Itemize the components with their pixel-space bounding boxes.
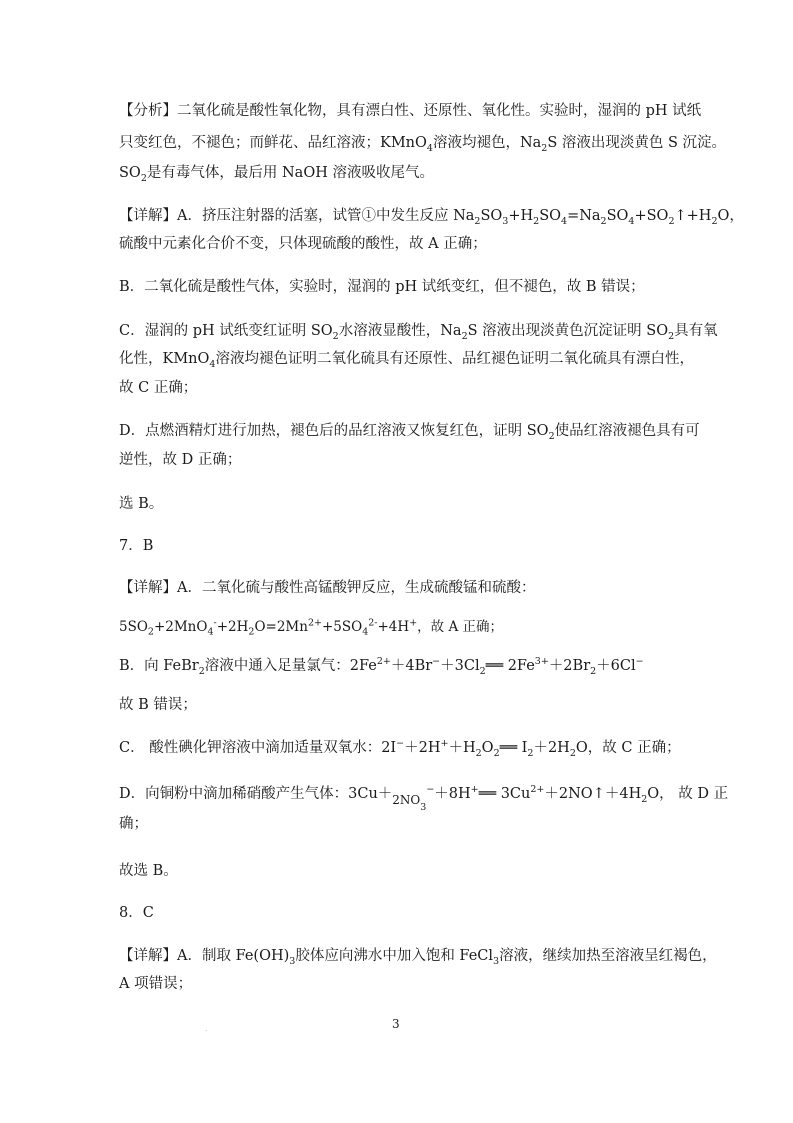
detail-a-line-2: 硫酸中元素化合价不变，只体现硫酸的酸性，故 A 正确； (119, 236, 487, 252)
detail-b-line: B．二氧化硫是酸性气体，实验时，湿润的 pH 试纸变红，但不褪色，故 B 错误； (119, 279, 645, 295)
answer-line-7: 故选 B。 (119, 863, 178, 879)
detail-c-line-1: C．湿润的 pH 试纸变红证明 $SO_2$水溶液显酸性，$Na_2S$ 溶液出现淡黄色沉淀证明 $SO_2$具有氧 (119, 323, 718, 342)
detail-c-line-2: 化性，KMnO$_4$溶液均褪色证明二氧化硫具有还原性、品红褪色证明二氧化硫具有漂白性， (119, 351, 694, 370)
q7-equation-a: $5SO_2+2MnO_4^-+2H_2O=2Mn^{2+}+5SO_4^{2-}+4H^+$，故 A 正确； (119, 617, 503, 638)
q7-detail-a-line: 【详解】A．二氧化硫与酸性高锰酸钾反应，生成硫酸锰和硫酸： (119, 580, 536, 596)
q7-detail-d-line-1: D．向铜粉中滴加稀硝酸产生气体：$3Cu+_{2NO3}^-+8H^+══$ $3Cu^{2+}+2NO↑+4H_2O$， 故 D 正 (119, 784, 729, 813)
page-number: 3 (392, 1017, 400, 1031)
q8-detail-a-line-1: 【详解】A．制取 $Fe(OH)_3$胶体应向沸水中加入饱和 FeCl$_3$溶液，继续加热至溶液呈红褐色， (119, 948, 717, 967)
question-7-heading: 7．B (119, 538, 154, 554)
q7-detail-b-line: B．向 FeBr$_2$溶液中通入足量氯气：$2Fe^{2+}+4Br^-+3Cl_2══$ $2Fe^{3+}+2Br_2+6Cl^-$ (119, 656, 644, 677)
footer-mark: . (205, 1024, 208, 1033)
q7-detail-d-line-2: 确； (119, 816, 148, 832)
q7-detail-b-result: 故 B 错误； (119, 697, 197, 713)
q7-detail-c-line: C． 酸性碘化钾溶液中滴加适量双氧水：$2I^-+2H^++H_2O_2══$ $I_2+2H_2O$，故 C 正确； (119, 738, 681, 759)
q8-detail-a-line-2: A 项错误； (119, 976, 193, 992)
analysis-line-3: $SO_2$是有毒气体，最后用 NaOH 溶液吸收尾气。 (119, 165, 434, 184)
detail-c-line-3: 故 C 正确； (119, 380, 198, 396)
detail-a-line-1: 【详解】A．挤压注射器的活塞，试管①中发生反应 $Na_2SO_3+H_2SO_4=Na_2SO_4+SO_2↑+H_2O$， (119, 208, 744, 227)
question-8-heading: 8．C (119, 905, 154, 921)
analysis-line-2: 只变红色，不褪色；而鲜花、品红溶液；KMnO$_4$溶液均褪色，$Na_2S$ 溶液出现淡黄色 S 沉淀。 (119, 135, 727, 154)
analysis-line-1: 【分析】二氧化硫是酸性氧化物，具有漂白性、还原性、氧化性。实验时，湿润的 pH 试纸 (119, 103, 702, 119)
detail-d-line-1: D．点燃酒精灯进行加热，褪色后的品红溶液又恢复红色，证明 $SO_2$使品红溶液褪色具有可 (119, 423, 700, 442)
detail-d-line-2: 逆性，故 D 正确； (119, 452, 242, 468)
answer-line-6: 选 B。 (119, 496, 164, 512)
